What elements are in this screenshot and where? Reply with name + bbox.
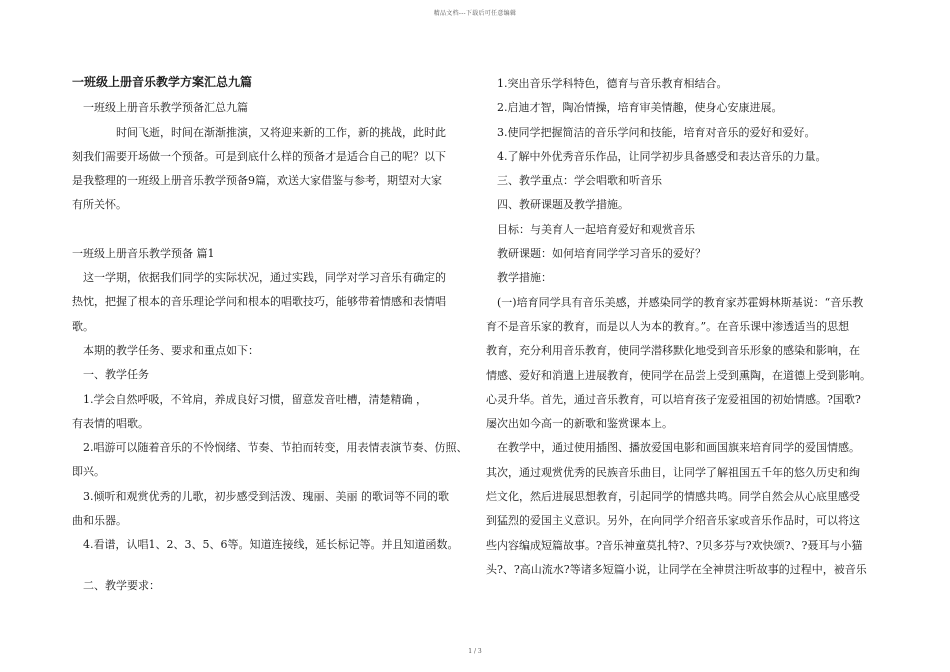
intro-line: 刻我们需要开场做一个预备。可是到底什么样的预备才是适合自己的呢？以下 (72, 149, 446, 163)
paragraph-line: 在教学中，通过使用插图、播放爱国电影和画国旗来培育同学的爱国情感。 (497, 441, 860, 455)
task-item: 1.学会自然呼吸，不耸肩，养成良好习惯，留意发音吐槽，清楚精确 ， (83, 392, 427, 406)
intro-line: 时间飞逝，时间在渐渐推演，又将迎来新的工作，新的挑战，此时此 (116, 125, 446, 139)
focus-heading: 三、教学重点：学会唱歌和听音乐 (497, 174, 662, 188)
objective-line: 目标：与美育人一起培育爱好和观赏音乐 (497, 222, 695, 236)
paragraph-line: 热忱，把握了根本的音乐理论学问和根本的唱歌技巧，能够带着情感和表情唱 (72, 295, 446, 309)
intro-line: 有所关怀。 (72, 198, 127, 212)
tasks-heading: 一、教学任务 (83, 368, 149, 382)
measures-heading: 教学措施： (497, 271, 552, 285)
paragraph-line: 教育，充分利用音乐教育，使同学潜移默化地受到音乐形象的感染和影响，在 (486, 344, 860, 358)
requirements-heading: 二、教学要求： (83, 578, 160, 592)
right-column (486, 72, 884, 582)
goal-item: 3.使同学把握简洁的音乐学问和技能，培育对音乐的爱好和爱好。 (497, 125, 816, 139)
paragraph-line: 到猛烈的爱国主义意识。另外，在向同学介绍音乐家或音乐作品时，可以将这 (486, 514, 860, 528)
header-note: 精品文档---下载后可任意编辑 (433, 10, 517, 17)
paragraph-line: 烂文化，然后进展思想教育，引起同学的情感共鸣。同学自然会从心底里感受 (486, 490, 860, 504)
research-topic: 教研课题：如何培育同学学习音乐的爱好？ (497, 247, 706, 261)
goal-item: 2.启迪才智，陶冶情操，培育审美情趣，使身心安康进展。 (497, 101, 783, 115)
task-item: 2.唱游可以随着音乐的不怜悯绪、节奏、节拍而转变，用表情表演节奏、仿照、 (83, 441, 468, 455)
document-title: 一班级上册音乐教学方案汇总九篇 (72, 75, 253, 89)
paragraph-line: 屡次出如今高一的新歌和鉴赏课本上。 (486, 417, 673, 431)
left-column (72, 70, 468, 598)
paragraph-line: 情感、爱好和消遣上进展教育，使同学在品尝上受到熏陶，在道德上受到影响。 (486, 368, 871, 382)
paragraph-line: 心灵升华。首先，通过音乐教育，可以培育孩子宠爱祖国的初始情感。?国歌? (486, 392, 861, 406)
task-item: 3.倾听和观赏优秀的儿歌，初步感受到活泼、瑰丽、美丽 的歌词等不同的歌 (83, 489, 449, 503)
page-number: 1 / 3 (468, 648, 482, 655)
task-item-cont: 即兴。 (72, 465, 105, 479)
paragraph-line: 头?、?高山流水?等诸多短篇小说，让同学在全神贯注听故事的过程中，被音乐 (486, 562, 867, 576)
task-item-cont: 有表情的唱歌。 (72, 416, 149, 430)
paragraph-line: 歌。 (72, 319, 94, 333)
research-heading: 四、教研课题及教学措施。 (497, 198, 629, 212)
paragraph-line: 这一学期，依据我们同学的实际状况，通过实践，同学对学习音乐有确定的 (83, 271, 446, 285)
task-item: 4.看谱，认唱1、2、3、5、6等。知道连接线，延长标记等。并且知道函数。 (83, 538, 459, 552)
paragraph-line: (一)培育同学具有音乐美感，并感染同学的教育家苏霍姆林斯基说：“音乐教 (497, 295, 864, 309)
tasks-intro: 本期的教学任务、要求和重点如下： (83, 343, 259, 357)
intro-line: 是我整理的一班级上册音乐教学预备9篇，欢送大家借鉴与参考，期望对大家 (72, 174, 442, 188)
paragraph-line: 其次，通过观赏优秀的民族音乐曲目，让同学了解祖国五千年的悠久历史和绚 (486, 465, 860, 479)
goal-item: 1.突出音乐学科特色，德育与音乐教育相结合。 (497, 77, 728, 90)
paragraph-line: 些内容编成短篇故事。?音乐神童莫扎特?、?贝多芬与?欢快颂?、?聂耳与小猫 (486, 538, 863, 552)
subtitle: 一班级上册音乐教学预备汇总九篇 (83, 101, 248, 115)
task-item-cont: 曲和乐器。 (72, 514, 127, 528)
section-title: 一班级上册音乐教学预备 篇1 (72, 246, 215, 260)
paragraph-line: 育不是音乐家的教育，而是以人为本的教育。”。在音乐课中渗透适当的思想 (486, 319, 850, 333)
goal-item: 4.了解中外优秀音乐作品，让同学初步具备感受和表达音乐的力量。 (497, 149, 827, 163)
